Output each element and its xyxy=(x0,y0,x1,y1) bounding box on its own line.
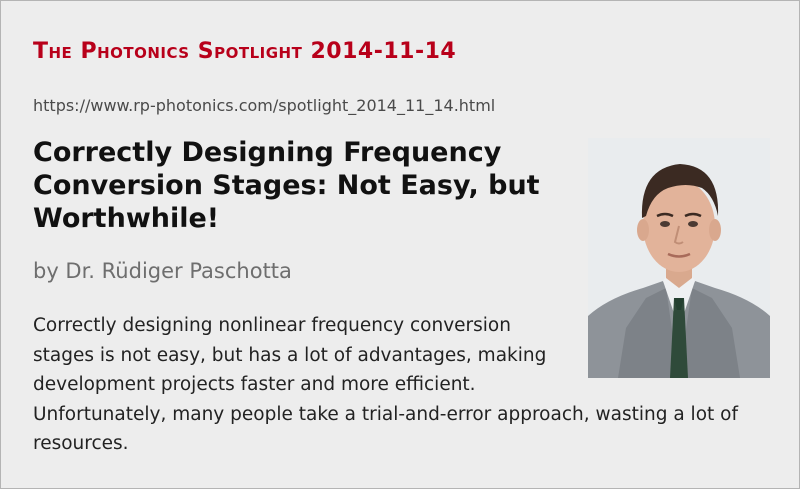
photo-wrap-spacer xyxy=(548,311,773,399)
spotlight-header: The Photonics Spotlight 2014-11-14 xyxy=(33,39,457,64)
article-summary-text: Correctly designing nonlinear frequency conversion stages is not easy, but has a lot of advantages, making development projects faster and more efficient. Unfortunately, many people take a trial-and-error approach, wasting a lot of resources. xyxy=(33,315,738,454)
page-url[interactable]: https://www.rp-photonics.com/spotlight_2014_11_14.html xyxy=(33,96,496,115)
article-author: by Dr. Rüdiger Paschotta xyxy=(33,259,292,283)
article-title[interactable]: Correctly Designing Frequency Conversion Stages: Not Easy, but Worthwhile! xyxy=(33,137,540,234)
article-summary xyxy=(33,311,773,459)
